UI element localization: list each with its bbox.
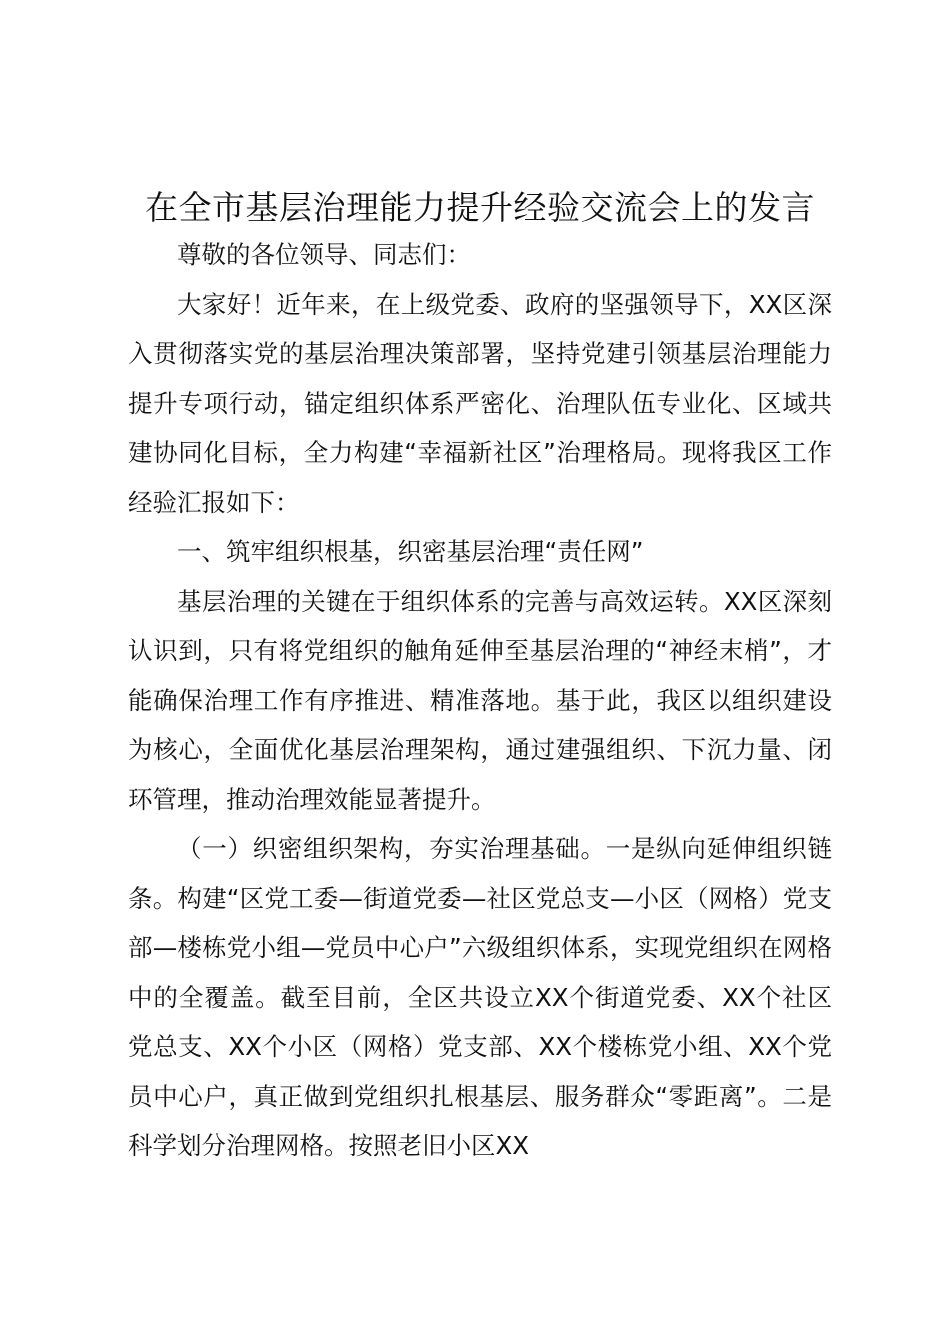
salutation: 尊敬的各位领导、同志们： xyxy=(177,240,471,269)
subsection-1-paragraph: （一）织密组织架构，夯实治理基础。一是纵向延伸组织链条。构建“区党工委—街道党委—社区党总支—小区（网格）党支部—楼栋党小组—党员中心户”六级组织体系，实现党组织在网格中的全覆盖。截至目前，全区共设立XX个街道党委、XX个社区党总支、XX个小区（网格）党支部、XX个楼栋党小组、XX个党员中心户，真正做到党组织扎根基层、服务群众“零距离”。二是科学划分治理网格。按照老旧小区XX xyxy=(128,834,832,1160)
opening-paragraph: 大家好！近年来，在上级党委、政府的坚强领导下，XX区深入贯彻落实党的基层治理决策部署，坚持党建引领基层治理能力提升专项行动，锚定组织体系严密化、治理队伍专业化、区域共建协同化目标，全力构建“幸福新社区”治理格局。现将我区工作经验汇报如下： xyxy=(128,289,832,517)
document-body xyxy=(128,230,832,1171)
section-1-intro-paragraph: 基层治理的关键在于组织体系的完善与高效运转。XX区深刻认识到，只有将党组织的触角延伸至基层治理的“神经末梢”，才能确保治理工作有序推进、精准落地。基于此，我区以组织建设为核心，全面优化基层治理架构，通过建强组织、下沉力量、闭环管理，推动治理效能显著提升。 xyxy=(128,586,832,814)
section-heading-1: 一、筑牢组织根基，织密基层治理“责任网” xyxy=(177,537,644,566)
document-title: 在全市基层治理能力提升经验交流会上的发言 xyxy=(145,188,815,227)
